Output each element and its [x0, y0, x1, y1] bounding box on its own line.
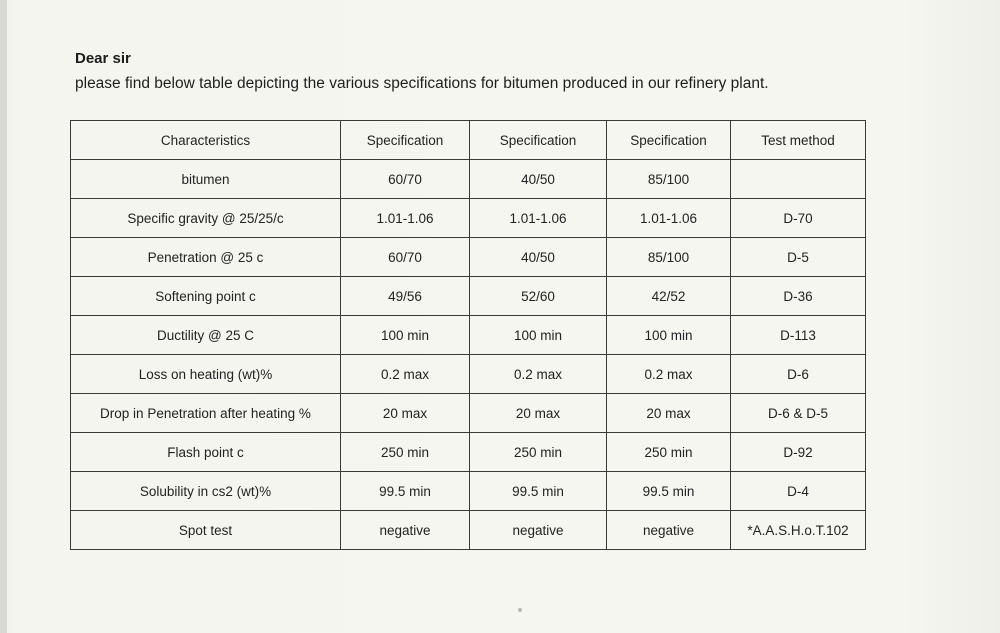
cell-characteristic: Specific gravity @ 25/25/c: [71, 199, 341, 238]
header-characteristics: Characteristics: [71, 121, 341, 160]
table-row: [71, 355, 866, 394]
cell-spec-1: 0.2 max: [341, 355, 470, 394]
bitumen-spec-table: [70, 120, 866, 550]
table-row: [71, 472, 866, 511]
cell-test-method: D-6 & D-5: [731, 394, 866, 433]
cell-spec-3: 42/52: [607, 277, 731, 316]
cell-spec-2: negative: [470, 511, 607, 550]
cell-characteristic: Spot test: [71, 511, 341, 550]
cell-spec-3: 85/100: [607, 238, 731, 277]
table-row: [71, 277, 866, 316]
cell-spec-1: 60/70: [341, 238, 470, 277]
cell-spec-2: 40/50: [470, 238, 607, 277]
cell-spec-3: 85/100: [607, 160, 731, 199]
table-row: [71, 433, 866, 472]
table-row: [71, 394, 866, 433]
cell-characteristic: bitumen: [71, 160, 341, 199]
cell-spec-3: negative: [607, 511, 731, 550]
page-edge: [0, 0, 7, 633]
table-row: [71, 511, 866, 550]
cell-characteristic: Ductility @ 25 C: [71, 316, 341, 355]
header-specification-1: Specification: [341, 121, 470, 160]
letter-intro: please find below table depicting the various specifications for bitumen produced in our refinery plant.: [75, 75, 769, 92]
header-specification-2: Specification: [470, 121, 607, 160]
cell-characteristic: Drop in Penetration after heating %: [71, 394, 341, 433]
cell-spec-3: 250 min: [607, 433, 731, 472]
cell-spec-3: 100 min: [607, 316, 731, 355]
paper-speck: [518, 608, 522, 612]
cell-characteristic: Loss on heating (wt)%: [71, 355, 341, 394]
header-test-method: Test method: [731, 121, 866, 160]
cell-test-method: D-36: [731, 277, 866, 316]
table-row: [71, 160, 866, 199]
cell-spec-1: negative: [341, 511, 470, 550]
cell-spec-2: 52/60: [470, 277, 607, 316]
cell-test-method: [731, 160, 866, 199]
header-specification-3: Specification: [607, 121, 731, 160]
cell-test-method: D-4: [731, 472, 866, 511]
cell-spec-2: 1.01-1.06: [470, 199, 607, 238]
cell-spec-2: 99.5 min: [470, 472, 607, 511]
table-row: [71, 199, 866, 238]
letter-greeting: Dear sir: [75, 50, 131, 67]
table-row: [71, 238, 866, 277]
cell-test-method: D-92: [731, 433, 866, 472]
cell-spec-1: 1.01-1.06: [341, 199, 470, 238]
cell-spec-1: 49/56: [341, 277, 470, 316]
cell-spec-3: 0.2 max: [607, 355, 731, 394]
table-row: [71, 316, 866, 355]
cell-spec-2: 0.2 max: [470, 355, 607, 394]
table-header-row: [71, 121, 866, 160]
cell-characteristic: Softening point c: [71, 277, 341, 316]
cell-test-method: D-113: [731, 316, 866, 355]
cell-spec-3: 99.5 min: [607, 472, 731, 511]
cell-spec-2: 20 max: [470, 394, 607, 433]
cell-spec-1: 100 min: [341, 316, 470, 355]
cell-spec-3: 20 max: [607, 394, 731, 433]
cell-spec-1: 99.5 min: [341, 472, 470, 511]
cell-spec-1: 60/70: [341, 160, 470, 199]
cell-test-method: *A.A.S.H.o.T.102: [731, 511, 866, 550]
cell-test-method: D-6: [731, 355, 866, 394]
cell-characteristic: Flash point c: [71, 433, 341, 472]
cell-test-method: D-5: [731, 238, 866, 277]
cell-test-method: D-70: [731, 199, 866, 238]
cell-spec-2: 100 min: [470, 316, 607, 355]
cell-spec-3: 1.01-1.06: [607, 199, 731, 238]
cell-spec-2: 250 min: [470, 433, 607, 472]
cell-characteristic: Solubility in cs2 (wt)%: [71, 472, 341, 511]
cell-spec-1: 250 min: [341, 433, 470, 472]
cell-characteristic: Penetration @ 25 c: [71, 238, 341, 277]
cell-spec-2: 40/50: [470, 160, 607, 199]
cell-spec-1: 20 max: [341, 394, 470, 433]
